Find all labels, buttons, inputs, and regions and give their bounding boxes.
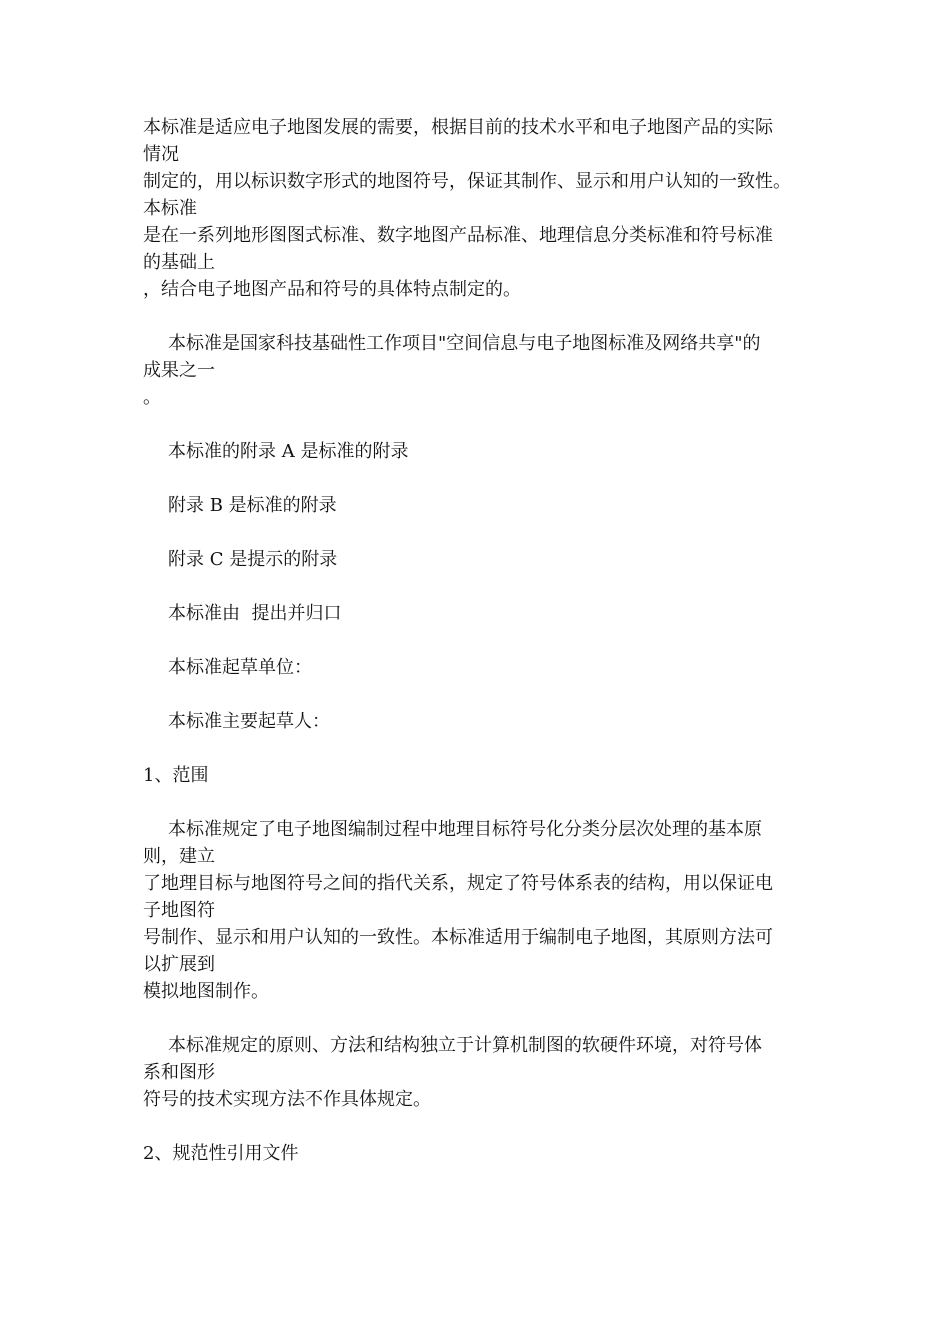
drafters-note: 本标准主要起草人： — [168, 711, 330, 732]
text-line: 的基础上 — [143, 252, 215, 273]
spacer — [143, 519, 813, 546]
text-line: 则，建立 — [143, 846, 215, 867]
section-2-heading: 2、规范性引用文件 — [143, 1143, 299, 1164]
text-line: 。 — [143, 387, 161, 408]
spacer — [143, 681, 813, 708]
text-line: 成果之一 — [143, 360, 215, 381]
appendix-c-note: 附录 C 是提示的附录 — [168, 549, 338, 570]
scope-paragraph-1 — [143, 816, 813, 1005]
text-line: 制定的，用以标识数字形式的地图符号，保证其制作、显示和用户认知的一致性。 — [143, 171, 791, 192]
text-line: 情况 — [143, 144, 179, 165]
text-line: 符号的技术实现方法不作具体规定。 — [143, 1089, 431, 1110]
drafting-unit-note: 本标准起草单位： — [168, 657, 312, 678]
spacer — [143, 1113, 813, 1140]
spacer — [143, 789, 813, 816]
section-1-heading: 1、范围 — [143, 765, 209, 786]
text-line: 本标准是适应电子地图发展的需要，根据目前的技术水平和电子地图产品的实际 — [143, 117, 773, 138]
spacer — [143, 465, 813, 492]
spacer — [143, 573, 813, 600]
text-line: 号制作、显示和用户认知的一致性。本标准适用于编制电子地图，其原则方法可 — [143, 927, 773, 948]
proposed-by-note: 本标准由 提出并归口 — [168, 603, 342, 624]
text-line: 了地理目标与地图符号之间的指代关系，规定了符号体系表的结构，用以保证电 — [143, 873, 773, 894]
text-line: 是在一系列地形图图式标准、数字地图产品标准、地理信息分类标准和符号标准 — [143, 225, 773, 246]
appendix-b-note: 附录 B 是标准的附录 — [168, 495, 337, 516]
intro-paragraph — [143, 114, 813, 303]
text-line: 系和图形 — [143, 1062, 215, 1083]
spacer — [143, 1005, 813, 1032]
text-line: 本标准规定的原则、方法和结构独立于计算机制图的软硬件环境，对符号体 — [168, 1035, 762, 1056]
appendix-a-note: 本标准的附录 A 是标准的附录 — [168, 441, 409, 462]
scope-paragraph-2 — [143, 1032, 813, 1113]
spacer — [143, 735, 813, 762]
text-line: 以扩展到 — [143, 954, 215, 975]
text-line: 本标准规定了电子地图编制过程中地理目标符号化分类分层次处理的基本原 — [168, 819, 762, 840]
text-line: 本标准 — [143, 198, 197, 219]
project-paragraph — [143, 330, 813, 411]
text-line: 模拟地图制作。 — [143, 981, 269, 1002]
document-body — [143, 114, 813, 1167]
text-line: 子地图符 — [143, 900, 215, 921]
spacer — [143, 411, 813, 438]
text-line: ，结合电子地图产品和符号的具体特点制定的。 — [143, 279, 521, 300]
spacer — [143, 627, 813, 654]
text-line: 本标准是国家科技基础性工作项目"空间信息与电子地图标准及网络共享"的 — [168, 333, 761, 354]
spacer — [143, 303, 813, 330]
